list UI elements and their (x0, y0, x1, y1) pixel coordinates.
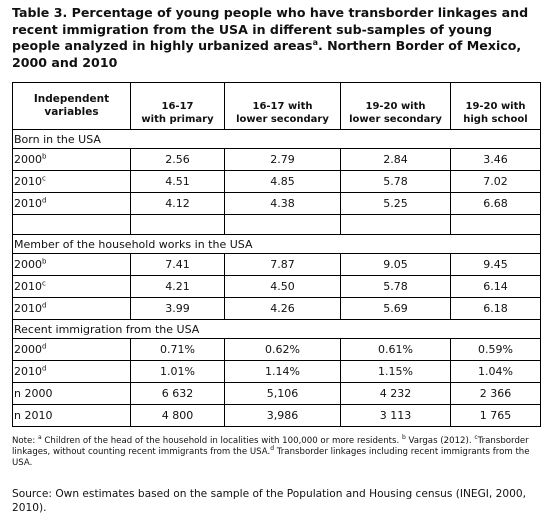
table-cell: 9.45 (451, 254, 541, 276)
table-cell: 4.50 (225, 276, 341, 298)
table-cell: 5.25 (341, 193, 451, 215)
table-cell: 6.68 (451, 193, 541, 215)
header-19-20-high-school: 19-20 with high school (451, 83, 541, 130)
table-cell: 1.01% (131, 361, 225, 383)
table-cell: 0.59% (451, 339, 541, 361)
table-cell: 0.71% (131, 339, 225, 361)
table-title: Table 3. Percentage of young people who have transborder linkages and recent immigration from the USA in different sub-samples of young people analyzed in highly urbanized areas$^a$. Northern Border of Mexico, 2000 and 2010 (12, 5, 529, 70)
row-label: n 2000 (13, 383, 131, 405)
row-label: 2000$^b$ (13, 149, 131, 171)
table-row (13, 339, 541, 361)
row-label: n 2010 (13, 405, 131, 427)
table-cell: 2 366 (451, 383, 541, 405)
table-cell: 1.04% (451, 361, 541, 383)
table-cell: 1.15% (341, 361, 451, 383)
table-cell: 5,106 (225, 383, 341, 405)
table-cell: 5.78 (341, 171, 451, 193)
table-cell: 4 232 (341, 383, 451, 405)
table-cell: 2.84 (341, 149, 451, 171)
table-cell: 3.99 (131, 298, 225, 320)
table-cell: 1.14% (225, 361, 341, 383)
table-cell: 2.56 (131, 149, 225, 171)
row-label: 2010$^c$ (13, 276, 131, 298)
table-cell: 4.51 (131, 171, 225, 193)
table-cell: 7.41 (131, 254, 225, 276)
section-row (13, 130, 541, 149)
row-label: 2010$^d$ (13, 361, 131, 383)
table-cell: 0.61% (341, 339, 451, 361)
table-cell: 3.46 (451, 149, 541, 171)
section-title: Recent immigration from the USA (13, 320, 541, 339)
table-cell: 4.26 (225, 298, 341, 320)
section-row (13, 320, 541, 339)
table-cell: 6.14 (451, 276, 541, 298)
row-label: 2010$^d$ (13, 193, 131, 215)
table-cell: 0.62% (225, 339, 341, 361)
table-cell: 9.05 (341, 254, 451, 276)
section-title: Born in the USA (13, 130, 541, 149)
spacer-row (13, 215, 541, 235)
table-cell: 6.18 (451, 298, 541, 320)
table-cell: 4.85 (225, 171, 341, 193)
header-16-17-primary: 16-17 with primary (131, 83, 225, 130)
row-label: 2000$^b$ (13, 254, 131, 276)
table-cell: 3 113 (341, 405, 451, 427)
table-cell: 4.12 (131, 193, 225, 215)
header-19-20-lower-secondary: 19-20 with lower secondary (341, 83, 451, 130)
table-cell: 6 632 (131, 383, 225, 405)
table-row (13, 298, 541, 320)
table-row (13, 171, 541, 193)
row-label: 2000$^d$ (13, 339, 131, 361)
table-row (13, 254, 541, 276)
table-source: Source: Own estimates based on the sample of the Population and Housing census (INEGI, 2000, 2010). (12, 488, 526, 514)
row-label: 2010$^c$ (13, 171, 131, 193)
table-cell: 4.21 (131, 276, 225, 298)
section-row (13, 235, 541, 254)
table-row (13, 361, 541, 383)
table-row (13, 405, 541, 427)
table-row (13, 276, 541, 298)
table-row (13, 383, 541, 405)
header-16-17-lower-secondary: 16-17 with lower secondary (225, 83, 341, 130)
table-row (13, 149, 541, 171)
data-table (12, 82, 541, 427)
table-cell: 3,986 (225, 405, 341, 427)
table-row (13, 193, 541, 215)
table-cell: 7.02 (451, 171, 541, 193)
section-title: Member of the household works in the USA (13, 235, 541, 254)
header-independent-variables: Independent variables (13, 83, 131, 130)
table-cell: 2.79 (225, 149, 341, 171)
table-cell: 1 765 (451, 405, 541, 427)
table-note: Note: $^a$ Children of the head of the household in localities with 100,000 or more residents. $^b$ Vargas (2012). $^c$Transborder linkages, without counting recent immigrants from the USA.$^d$ Transborder linkages including recent immigrants from the USA. (12, 434, 530, 468)
table-cell: 5.78 (341, 276, 451, 298)
table-cell: 7.87 (225, 254, 341, 276)
table-cell: 4 800 (131, 405, 225, 427)
header-row (13, 83, 541, 130)
table-cell: 4.38 (225, 193, 341, 215)
table-cell: 5.69 (341, 298, 451, 320)
row-label: 2010$^d$ (13, 298, 131, 320)
